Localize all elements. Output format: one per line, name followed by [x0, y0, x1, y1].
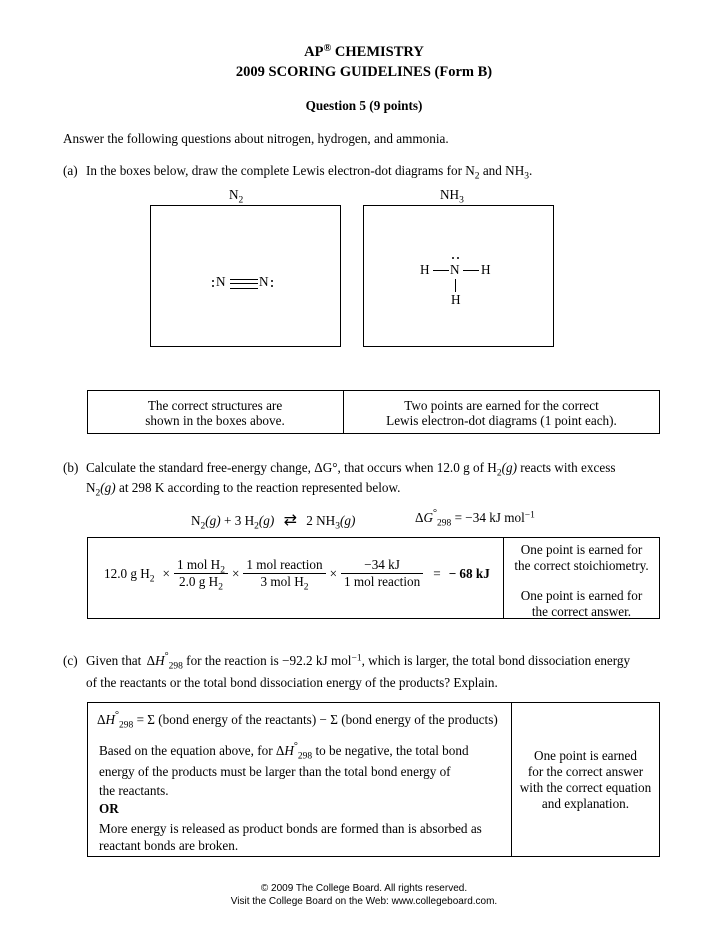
- nh3-lewis-box: [363, 205, 554, 347]
- part-a-prompt: In the boxes below, draw the complete Lewis electron-dot diagrams for $N_2$ and $NH_3$.: [86, 163, 533, 182]
- part-b-prompt-line2: $N_2(g)$ at 298 K according to the reaction represented below.: [86, 480, 401, 499]
- fraction: $\frac{1 mol H_2}{2.0 g H_2}$: [174, 558, 228, 589]
- final-answer: − 68 kJ: [448, 565, 490, 581]
- lone-pair-dot: [212, 280, 214, 282]
- single-bond: [455, 279, 456, 292]
- stoichiometry-calculation: 12.0 g $H_2$ × $\frac{1 mol H_2}{2.0 g H_2}$ × $\frac{\text{1 mol reaction}}{3 mol H_2}$ × $\frac{-34 kJ}{\text{1 mol reaction}}$ = − 68 kJ: [104, 558, 494, 589]
- delta-g-value: $\Delta G^\circ_{298} = -34$ kJ mol$^{-1}$: [415, 508, 535, 529]
- copyright-notice: © 2009 The College Board. All rights reserved.: [260, 883, 468, 894]
- equilibrium-arrow: ⇄: [283, 510, 297, 529]
- part-a-points: Two points are earned for the correct Lewis electron-dot diagrams (1 point each).: [386, 398, 617, 428]
- lone-pair-dot: [271, 280, 273, 282]
- part-a-letter: (a): [63, 163, 78, 178]
- part-b-points: One point is earned for the correct stoichiometry. One point is earned for the correct answer.: [514, 542, 649, 619]
- nh3-n-atom: N: [450, 262, 460, 277]
- lone-pair-dot: [212, 285, 214, 287]
- question-heading: Question 5 (9 points): [305, 98, 423, 113]
- part-c-letter: (c): [63, 653, 78, 668]
- lone-pair-dot: [271, 285, 273, 287]
- n2-atom-left: N: [216, 274, 226, 289]
- part-a-answer: The correct structures are shown in the boxes above.: [145, 398, 285, 428]
- explanation: Based on the equation above, for $\Delta H^\circ_{298}$ to be negative, the total bond energy of the products must be larger than the total bond energy of the reactants.: [99, 741, 469, 798]
- part-b-letter: (b): [63, 460, 79, 475]
- fraction: $\frac{-34 kJ}{\text{1 mol reaction}}$: [341, 558, 423, 589]
- part-c-prompt-line2: of the reactants or the total bond dissociation energy of the products? Explain.: [86, 675, 498, 690]
- lone-pair-dot: [457, 257, 459, 259]
- part-c-points: One point is earned for the correct answer with the correct equation and explanation.: [519, 748, 652, 811]
- intro-text: Answer the following questions about nitrogen, hydrogen, and ammonia.: [63, 131, 449, 146]
- or-separator: OR: [99, 801, 119, 816]
- n2-atom-right: N: [259, 274, 269, 289]
- page-subtitle: 2009 SCORING GUIDELINES (Form B): [235, 64, 493, 80]
- n2-lewis-box: [150, 205, 341, 347]
- label-n2: $N_2$: [229, 187, 244, 206]
- nh3-h-left: H: [420, 262, 430, 277]
- nh3-h-bottom: H: [451, 292, 461, 307]
- single-bond: [463, 270, 479, 271]
- nh3-h-right: H: [481, 262, 491, 277]
- reaction-equation: $N_2(g) + 3$ $H_2(g)$ ⇄ 2 $NH_3(g)$: [191, 510, 356, 532]
- fraction: $\frac{\text{1 mol reaction}}{3 mol H_2}$: [243, 558, 325, 589]
- part-b-prompt-line1: Calculate the standard free-energy change, ΔG°, that occurs when 12.0 g of $H_2(g)$ reacts with excess: [86, 460, 616, 479]
- enthalpy-equation: $\Delta H^\circ_{298} = \Sigma$ (bond energy of the reactants) − Σ (bond energy of the products): [97, 710, 498, 731]
- triple-bond: [230, 279, 258, 289]
- single-bond: [433, 270, 449, 271]
- website-notice: Visit the College Board on the Web: www.collegeboard.com.: [230, 896, 498, 907]
- label-nh3: $NH_3$: [440, 187, 464, 206]
- page-title: AP® CHEMISTRY: [304, 42, 424, 60]
- alternate-explanation: More energy is released as product bonds are formed than is absorbed as reactant bonds are broken.: [99, 821, 482, 853]
- part-c-prompt-line1: Given that $\Delta H^\circ_{298}$ for the reaction is −92.2 kJ mol$^{-1}$, which is larger, the total bond dissociation energy: [86, 651, 631, 672]
- lone-pair-dot: [452, 257, 454, 259]
- footer: [0, 882, 728, 908]
